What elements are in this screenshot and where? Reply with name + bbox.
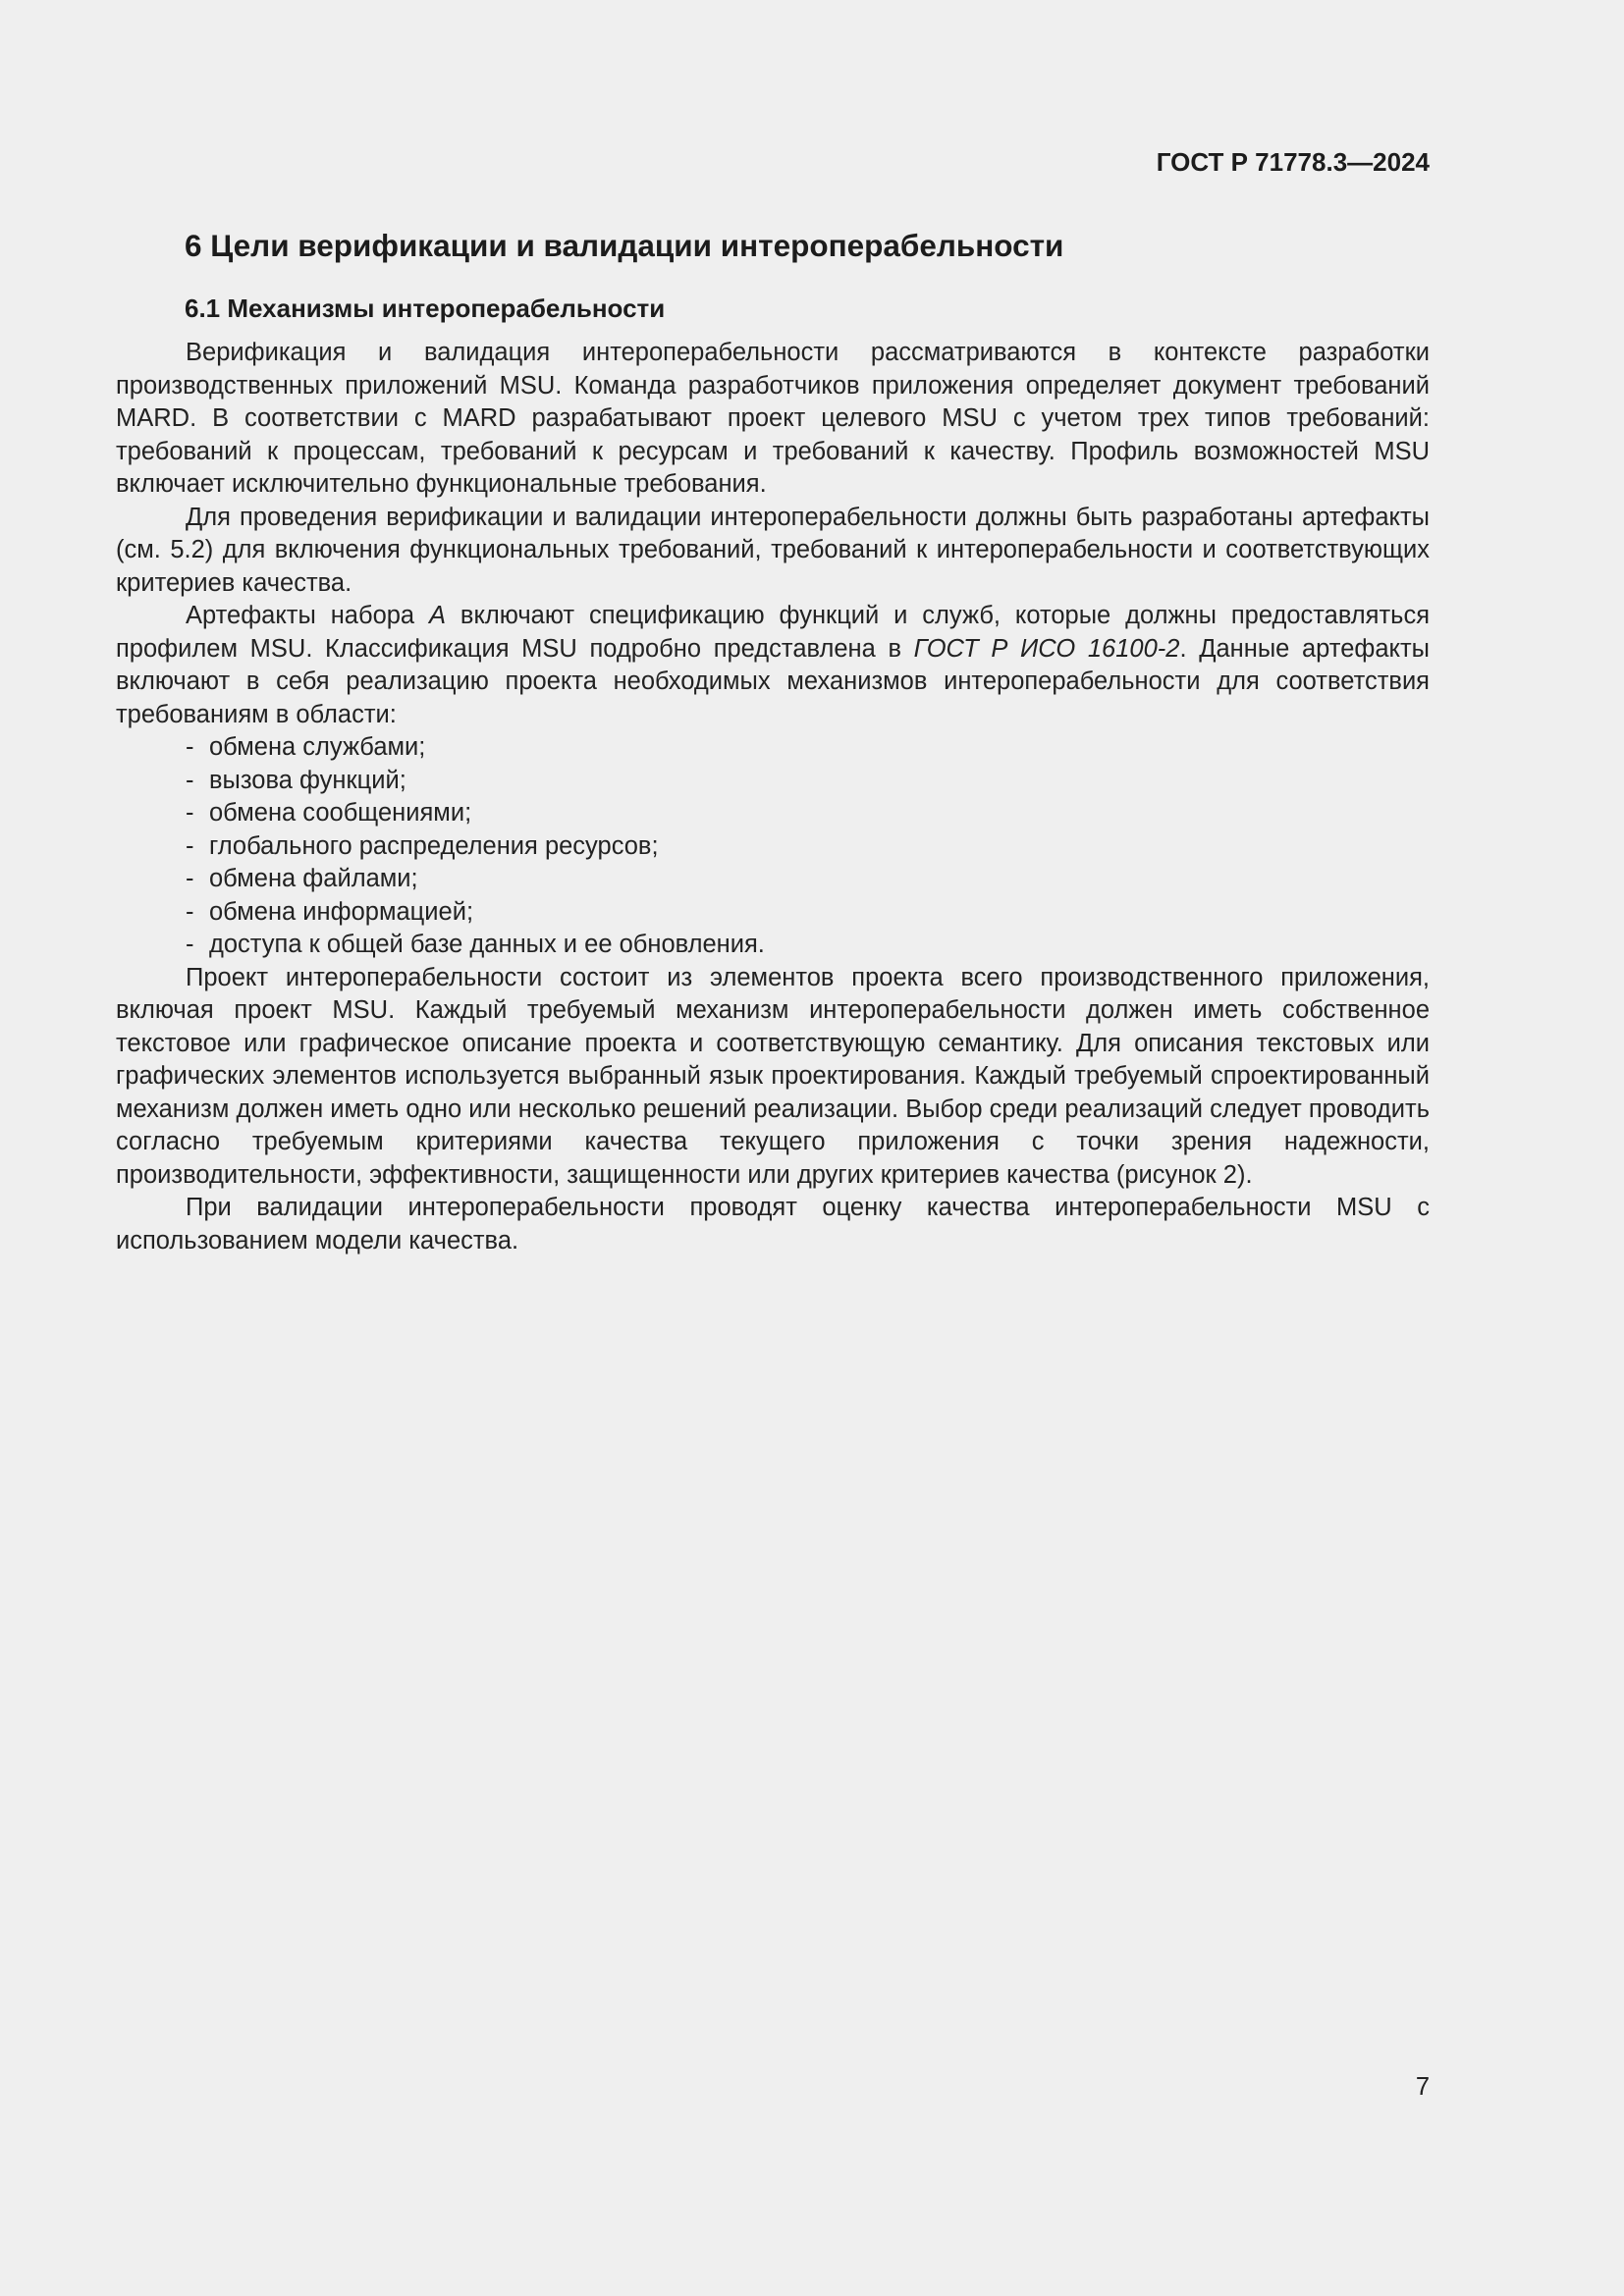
document-code: ГОСТ Р 71778.3—2024: [1156, 147, 1430, 177]
paragraph-set-a-text-3: . Данные артефакты включают в себя реализацию проекта необходимых механизмов интероперабельности для соответствия требованиям в области:: [116, 634, 1430, 728]
subsection-title: 6.1 Механизмы интероперабельности: [185, 294, 666, 323]
list-item-text: доступа к общей базе данных и ее обновления.: [209, 931, 765, 958]
paragraph-validation: При валидации интероперабельности проводят оценку качества интероперабельности MSU с использованием модели качества.: [116, 1194, 1430, 1255]
list-item: [116, 863, 1430, 896]
list-item: [116, 731, 1430, 765]
list-dash: -: [186, 865, 194, 892]
list-item: [116, 896, 1430, 930]
paragraph-set-a: [116, 600, 1430, 731]
list-dash: -: [186, 897, 194, 926]
list-item-text: вызова функций;: [209, 766, 406, 794]
list-item-text: глобального распределения ресурсов;: [209, 831, 659, 860]
paragraph-set-a-text-1: Артефакты набора: [186, 602, 430, 629]
page-number: 7: [1415, 2073, 1430, 2101]
list-item: [116, 765, 1430, 798]
list-dash: -: [186, 733, 194, 761]
mechanism-list: [116, 731, 1430, 962]
standard-reference: ГОСТ Р ИСО 16100-2: [913, 634, 1180, 663]
list-dash: -: [186, 799, 194, 827]
page-content: [116, 222, 1430, 1257]
list-dash: -: [186, 766, 194, 794]
list-item-text: обмена службами;: [209, 733, 426, 761]
paragraph-artifacts: Для проведения верификации и валидации интероперабельности должны быть разработаны артефакты (см. 5.2) для включения функциональных требований, требований к интероперабельности и соответствующих критериев качества.: [116, 503, 1430, 597]
list-item-text: обмена информацией;: [209, 897, 474, 926]
list-item: [116, 797, 1430, 830]
list-item: [116, 929, 1430, 962]
paragraph-design: Проект интероперабельности состоит из элементов проекта всего производственного приложения, включая проект MSU. Каждый требуемый механизм интероперабельности должен иметь собственное текстовое или графическое описание проекта и соответствующую семантику. Для описания текстовых или графических элементов используется выбранный язык проектирования. Каждый требуемый спроектированный механизм должен иметь одно или несколько решений реализации. Выбор среди реализаций следует проводить согласно требуемым критериями качества текущего приложения с точки зрения надежности, производительности, эффективности, защищенности или других критериев качества (рисунок 2).: [116, 963, 1430, 1189]
list-item-text: обмена сообщениями;: [209, 799, 472, 827]
list-item: [116, 830, 1430, 864]
paragraph-set-a-text-2: включают спецификацию функций и служб, которые должны предоставляться профилем MSU. Классификация MSU подробно представлена в: [116, 602, 1431, 663]
section-title: 6 Цели верификации и валидации интероперабельности: [185, 228, 1064, 263]
paragraph-intro: Верификация и валидация интероперабельности рассматриваются в контексте разработки производственных приложений MSU. Команда разработчиков приложения определяет документ требований MARD. В соответствии с MARD разрабатывают проект целевого MSU с учетом трех типов требований: требований к процессам, требований к ресурсам и требований к качеству. Профиль возможностей MSU включает исключительно функциональные требования.: [116, 339, 1430, 498]
list-dash: -: [186, 831, 194, 860]
list-item-text: обмена файлами;: [209, 865, 418, 892]
list-dash: -: [186, 931, 194, 958]
set-letter: А: [429, 602, 447, 629]
